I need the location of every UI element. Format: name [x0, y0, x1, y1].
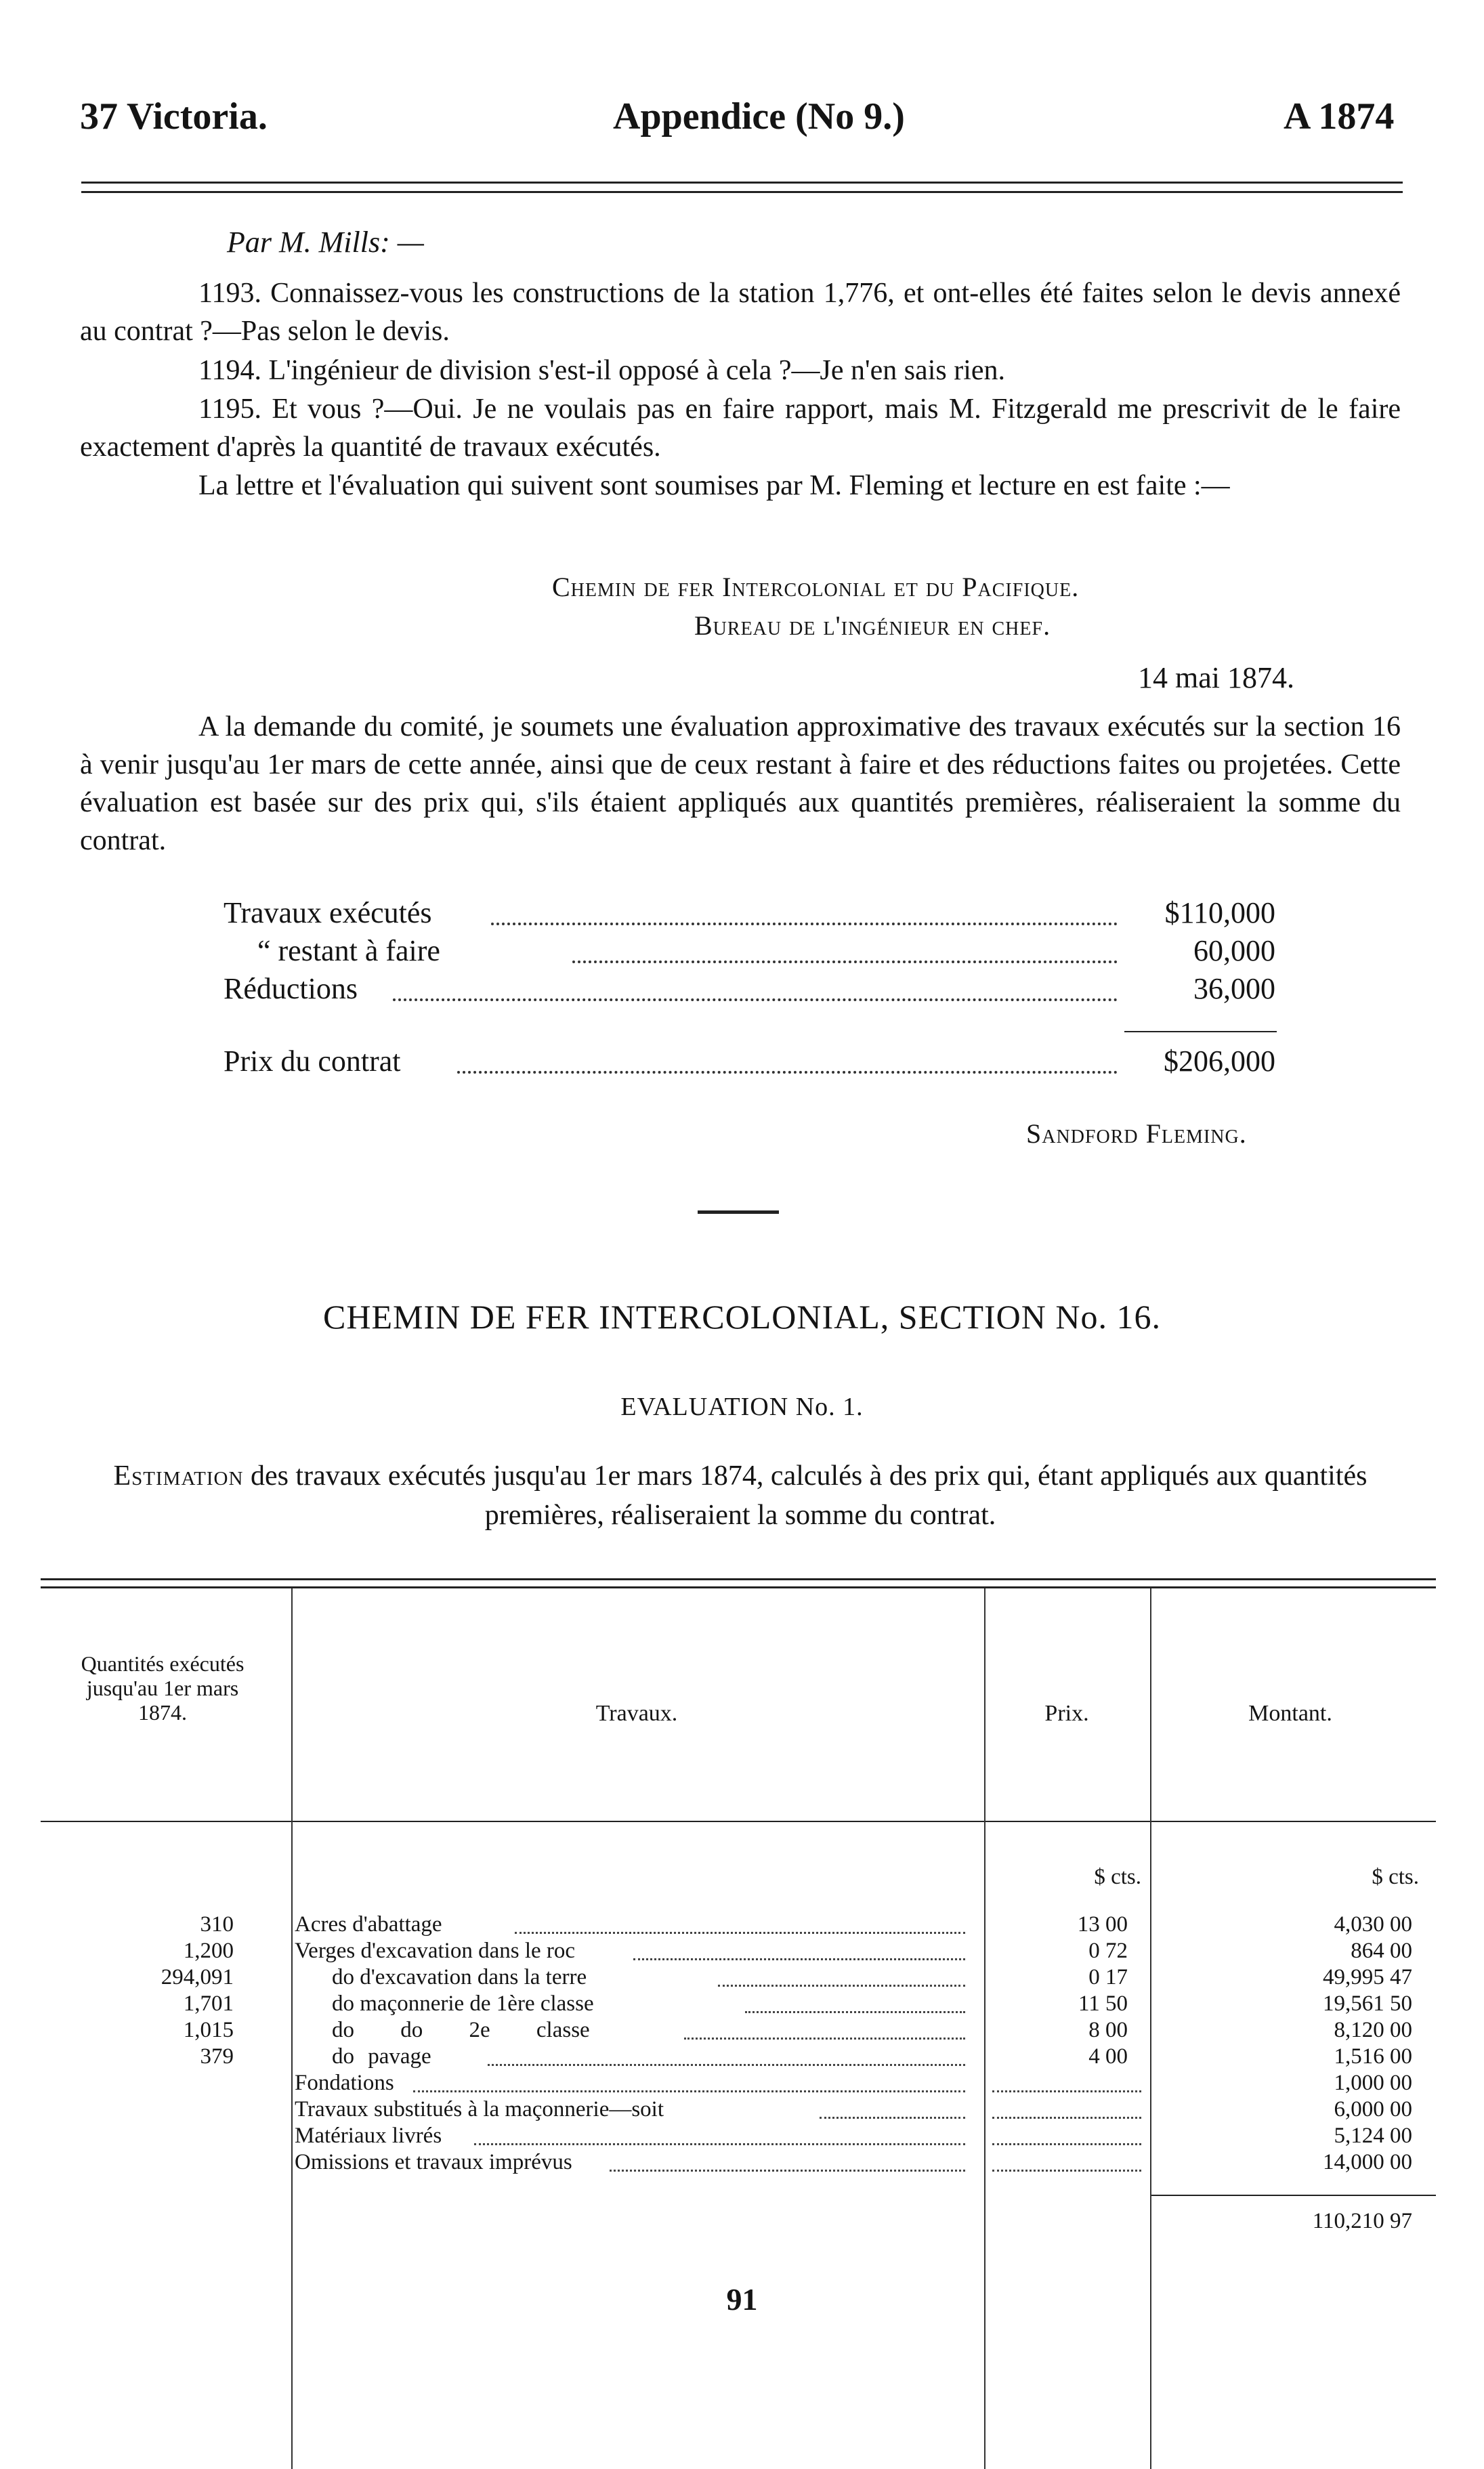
row-work: Travaux substitués à la maçonnerie—soit [295, 2097, 664, 2122]
summary-value-remaining: 60,000 [1193, 934, 1275, 967]
speaker-label: Par M. Mills: — [227, 226, 424, 259]
table-total: 110,210 97 [1312, 2209, 1412, 2233]
row-amount: 8,120 00 [1334, 2018, 1412, 2042]
section-divider [698, 1210, 779, 1214]
summary-label-executed: Travaux exécutés [224, 896, 432, 929]
signature: Sandford Fleming. [1026, 1118, 1247, 1149]
row-qty: 1,701 [183, 1991, 234, 2016]
row-leader [745, 2011, 965, 2013]
summary-value-executed: $110,000 [1164, 896, 1275, 929]
row-price: 0 72 [1088, 1939, 1128, 1963]
letter-body: A la demande du comité, je soumets une évaluation approximative des travaux exécutés sur la section 16 à venir jusqu'au 1er mars de cette année, ainsi que de ceux restant à faire et des réductions faites ou projetées. Cette évaluation est basée sur des prix qui, s'ils étaient appliqués aux quantités premières, réaliseraient la somme du contrat. [80, 711, 1401, 856]
summary-sum-rule [1124, 1031, 1277, 1032]
row-leader [684, 2038, 965, 2040]
summary-value-contract: $206,000 [1164, 1044, 1275, 1078]
row-qty: 379 [200, 2044, 234, 2069]
row-amount: 5,124 00 [1334, 2124, 1412, 2148]
estimation-heading [80, 1456, 1401, 1535]
row-work: Verges d'excavation dans le roc [295, 1939, 576, 1963]
price-unit-label: $ cts. [1094, 1865, 1141, 1889]
row-amount: 14,000 00 [1323, 2150, 1412, 2174]
row-work: Fondations [295, 2071, 394, 2095]
row-leader [413, 2090, 965, 2092]
row-amount: 19,561 50 [1323, 1991, 1412, 2016]
question-1194: 1194. L'ingénieur de division s'est-il opposé à cela ?—Je n'en sais rien. [198, 355, 1006, 386]
row-work: do pavage [332, 2044, 431, 2069]
letter-organization: Chemin de fer Intercolonial et du Pacifique. [552, 572, 1080, 602]
summary-leader-contract [457, 1071, 1118, 1074]
row-price: 0 17 [1088, 1965, 1128, 1989]
summary-label-contract: Prix du contrat [224, 1044, 401, 1078]
row-amount: 4,030 00 [1334, 1912, 1412, 1937]
header-session: 37 Victoria. [80, 96, 268, 138]
page-number: 91 [726, 2282, 758, 2317]
estimation-lead: Estimation [113, 1460, 244, 1492]
row-work: Acres d'abattage [295, 1912, 442, 1937]
letter-date: 14 mai 1874. [1138, 661, 1294, 694]
price-leader [992, 2170, 1141, 2172]
row-leader [633, 1958, 965, 1960]
letter-office: Bureau de l'ingénieur en chef. [694, 610, 1051, 641]
row-qty: 310 [200, 1912, 234, 1937]
row-work: Omissions et travaux imprévus [295, 2150, 572, 2174]
header-rule-bottom [81, 191, 1403, 193]
header-works: Travaux. [595, 1701, 678, 1726]
estimation-text: des travaux exécutés jusqu'au 1er mars 1874, calculés à des prix qui, étant appliqués aux quantités premières, réaliseraient la somme du contrat. [243, 1460, 1368, 1531]
row-amount: 49,995 47 [1323, 1965, 1412, 1989]
row-price: 13 00 [1077, 1912, 1128, 1937]
table-column-divider-3 [1150, 1588, 1151, 2469]
price-leader [992, 2143, 1141, 2145]
price-leader [992, 2117, 1141, 2119]
row-amount: 864 00 [1351, 1939, 1412, 1963]
question-1193: 1193. Connaissez-vous les constructions de la station 1,776, et ont-elles été faites selon le devis annexé au contrat ?—Pas selon le devis. [80, 278, 1401, 347]
row-leader [515, 1932, 965, 1934]
row-leader [610, 2170, 965, 2172]
price-leader [992, 2090, 1141, 2092]
row-price: 8 00 [1088, 2018, 1128, 2042]
table-column-divider-1 [291, 1588, 293, 2469]
amount-unit-label: $ cts. [1372, 1865, 1419, 1889]
row-qty: 1,200 [183, 1939, 234, 1963]
header-amount: Montant. [1248, 1701, 1332, 1726]
question-1195: 1195. Et vous ?—Oui. Je ne voulais pas en faire rapport, mais M. Fitzgerald me prescrivit de le faire exactement d'après la quantité de travaux exécutés. [80, 394, 1401, 463]
summary-label-reductions: Réductions [224, 972, 358, 1005]
header-price: Prix. [1044, 1701, 1089, 1726]
table-rule-top [41, 1578, 1436, 1580]
row-leader [718, 1985, 965, 1987]
table-column-divider-2 [984, 1588, 985, 2469]
table-rule-header [41, 1821, 1436, 1822]
row-amount: 1,516 00 [1334, 2044, 1412, 2069]
summary-value-reductions: 36,000 [1193, 972, 1275, 1005]
row-leader [488, 2064, 965, 2066]
summary-leader-reductions [393, 998, 1118, 1001]
row-work: do do 2e classe [332, 2018, 590, 2042]
row-qty: 294,091 [161, 1965, 234, 1989]
row-price: 4 00 [1088, 2044, 1128, 2069]
row-work: Matériaux livrés [295, 2124, 442, 2148]
row-work: do d'excavation dans la terre [332, 1965, 587, 1989]
row-amount: 6,000 00 [1334, 2097, 1412, 2122]
row-leader [820, 2117, 965, 2119]
table-rule-top-double [41, 1586, 1436, 1588]
letter-intro: La lettre et l'évaluation qui suivent sont soumises par M. Fleming et lecture en est faite :— [198, 470, 1230, 501]
section-title: CHEMIN DE FER INTERCOLONIAL, SECTION No. 16. [323, 1298, 1161, 1336]
total-rule [1151, 2195, 1436, 2196]
row-work: do maçonnerie de 1ère classe [332, 1991, 594, 2016]
header-appendix: Appendice (No 9.) [613, 96, 905, 138]
summary-label-remaining: “ restant à faire [257, 934, 440, 967]
row-leader [474, 2143, 965, 2145]
header-rule-top [81, 182, 1403, 184]
header-quantities: Quantités exécutés jusqu'au 1er mars 1874. [81, 1651, 245, 1725]
row-price: 11 50 [1078, 1991, 1128, 2016]
evaluation-title: EVALUATION No. 1. [620, 1393, 864, 1421]
row-amount: 1,000 00 [1334, 2071, 1412, 2095]
summary-leader-remaining [572, 961, 1118, 963]
summary-leader-executed [491, 923, 1118, 925]
header-year: A 1874 [1284, 96, 1395, 138]
row-qty: 1,015 [183, 2018, 234, 2042]
